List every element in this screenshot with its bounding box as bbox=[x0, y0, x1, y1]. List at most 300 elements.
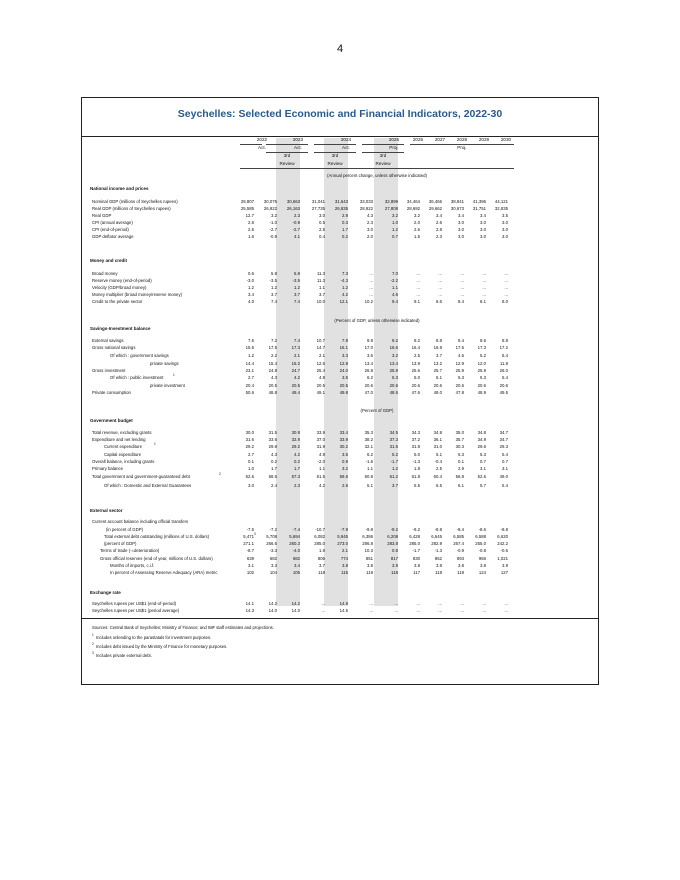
table-cell: 5.1 bbox=[367, 483, 373, 488]
table-cell: 20.4 bbox=[245, 383, 254, 388]
table-cell: 1.7 bbox=[342, 227, 348, 232]
table-cell: 33,033 bbox=[359, 199, 373, 204]
table-cell: 36,466 bbox=[428, 199, 442, 204]
table-cell: 34.7 bbox=[499, 430, 508, 435]
table-cell: 1.2 bbox=[248, 285, 254, 290]
row-label: Real GDP (millions of Seychelles rupees) bbox=[92, 206, 171, 211]
table-cell: 16.4 bbox=[411, 345, 420, 350]
table-cell: ... bbox=[438, 292, 442, 297]
table-cell: 17.2 bbox=[499, 345, 508, 350]
table-cell: 15.2 bbox=[291, 361, 300, 366]
table-cell: 118 bbox=[318, 570, 325, 575]
table-cell: 5.0 bbox=[414, 375, 420, 380]
table-cell: 31.6 bbox=[245, 437, 254, 442]
table-cell: 10.0 bbox=[316, 299, 325, 304]
header-status: Proj. bbox=[389, 145, 399, 150]
table-cell: 4.1 bbox=[294, 234, 300, 239]
table-cell: 14.2 bbox=[291, 601, 300, 606]
table-cell: 61.8 bbox=[411, 474, 420, 479]
table-cell: 38.2 bbox=[364, 437, 373, 442]
table-cell: 27,735 bbox=[311, 206, 325, 211]
table-cell: -1.3 bbox=[412, 459, 420, 464]
table-cell: 31.8 bbox=[411, 444, 420, 449]
row-label: Overall balance, including grants bbox=[92, 459, 155, 464]
table-cell: 3.1 bbox=[480, 466, 486, 471]
table-cell: 5.5 bbox=[414, 483, 420, 488]
table-cell: 29.2 bbox=[291, 444, 300, 449]
table-cell: -8.4 bbox=[456, 527, 464, 532]
table-cell: 2.0 bbox=[367, 234, 373, 239]
table-cell: 49.5 bbox=[499, 390, 508, 395]
table-cell: 2.1 bbox=[319, 353, 325, 358]
table-cell: 31,751 bbox=[472, 206, 486, 211]
table-cell: 3.4 bbox=[248, 292, 254, 297]
table-cell: 32,899 bbox=[384, 199, 398, 204]
table-cell: 3.7 bbox=[271, 292, 277, 297]
table-cell: 0.3 bbox=[342, 220, 348, 225]
row-label: Gross official reserves (end of year, millions of U.S. dollars) bbox=[100, 556, 213, 561]
table-cell: 30.3 bbox=[455, 444, 464, 449]
header-review-number: 3rd bbox=[331, 153, 339, 158]
table-cell: 2.0 bbox=[414, 220, 420, 225]
table-cell: 115 bbox=[341, 570, 348, 575]
table-cell: 29.8 bbox=[268, 444, 277, 449]
row-label: Money multiplier (broad money/reserve money) bbox=[92, 292, 183, 297]
table-cell: 29,662 bbox=[428, 206, 442, 211]
table-cell: 639 bbox=[246, 556, 254, 561]
table-cell: 6,620 bbox=[497, 534, 508, 539]
table-cell: 3.2 bbox=[392, 353, 398, 358]
footnote-sources: Sources: Central Bank of Seychelles; Ministry of Finance; and IMF staff estimates and projections. bbox=[92, 625, 274, 630]
table-cell: 17.3 bbox=[477, 345, 486, 350]
table-cell: 49.0 bbox=[499, 474, 508, 479]
table-cell: ... bbox=[321, 608, 325, 613]
superscript-marker: 1 bbox=[154, 442, 156, 446]
table-cell: ... bbox=[416, 285, 420, 290]
table-cell: 5,708 bbox=[266, 534, 277, 539]
table-cell: 5.3 bbox=[480, 452, 486, 457]
table-cell: 28,922 bbox=[359, 206, 373, 211]
table-cell: -3.3 bbox=[269, 548, 277, 553]
table-cell: 30.2 bbox=[339, 444, 348, 449]
table-cell: 3.0 bbox=[480, 227, 486, 232]
table-cell: ... bbox=[321, 601, 325, 606]
table-cell: ... bbox=[416, 292, 420, 297]
table-cell: -3.5 bbox=[292, 278, 300, 283]
table-cell: 16.1 bbox=[339, 345, 348, 350]
table-cell: 62.6 bbox=[245, 474, 254, 479]
table-cell: -1.7 bbox=[390, 459, 398, 464]
table-cell: 8.0 bbox=[502, 299, 508, 304]
table-cell: 35.7 bbox=[455, 437, 464, 442]
header-year: 2027 bbox=[434, 137, 446, 142]
table-cell: 851 bbox=[365, 556, 373, 561]
table-cell: 3.2 bbox=[271, 213, 277, 218]
table-cell: 8.1 bbox=[480, 299, 486, 304]
table-cell: 25.9 bbox=[389, 368, 398, 373]
table-cell: 9.8 bbox=[367, 338, 373, 343]
table-cell: 2.3 bbox=[367, 220, 373, 225]
row-label: Current expenditure bbox=[104, 444, 142, 449]
table-cell: 2.5 bbox=[414, 353, 420, 358]
table-cell: ... bbox=[504, 285, 508, 290]
row-label: Reserve money (end-of-period) bbox=[92, 278, 152, 283]
header-year: 2022 bbox=[256, 137, 268, 142]
table-cell: 31,643 bbox=[334, 199, 348, 204]
table-cell: 14.0 bbox=[291, 608, 300, 613]
table-cell: 119 bbox=[457, 570, 464, 575]
table-cell: 60.4 bbox=[433, 474, 442, 479]
table-cell: 14.5 bbox=[339, 608, 348, 613]
table-cell: -3.0 bbox=[246, 278, 254, 283]
table-cell: 817 bbox=[390, 556, 398, 561]
table-cell: 0.1 bbox=[458, 459, 464, 464]
table-cell: 3.0 bbox=[502, 220, 508, 225]
table-cell: 7.3 bbox=[342, 271, 348, 276]
row-label: Gross investment bbox=[92, 368, 126, 373]
header-status: Act. bbox=[258, 145, 266, 150]
table-cell: 273.0 bbox=[337, 541, 348, 546]
table-cell: 1.1 bbox=[392, 285, 398, 290]
table-cell: 14.4 bbox=[245, 361, 254, 366]
table-cell: 774 bbox=[340, 556, 348, 561]
superscript-marker: 1 bbox=[173, 373, 175, 377]
table-cell: 28,692 bbox=[406, 206, 420, 211]
table-cell: 5.4 bbox=[502, 452, 508, 457]
table-cell: 6,588 bbox=[475, 534, 486, 539]
row-label: Seychelles rupees per US$1 (period average) bbox=[92, 608, 180, 613]
table-cell: 25.6 bbox=[411, 368, 420, 373]
table-cell: 11.3 bbox=[316, 271, 325, 276]
table-cell: 3.8 bbox=[367, 563, 373, 568]
table-cell: 30,075 bbox=[263, 199, 277, 204]
table-cell: 6.2 bbox=[367, 375, 373, 380]
table-cell: 2.7 bbox=[248, 375, 254, 380]
table-cell: 52.6 bbox=[477, 474, 486, 479]
table-cell: 0.2 bbox=[342, 234, 348, 239]
table-cell: 35.3 bbox=[364, 430, 373, 435]
table-cell: 8.6 bbox=[480, 338, 486, 343]
table-cell: 2.6 bbox=[436, 220, 442, 225]
table-cell: 8.8 bbox=[502, 338, 508, 343]
table-cell: 0.8 bbox=[392, 548, 398, 553]
table-cell: 3.6 bbox=[367, 353, 373, 358]
table-cell: 7.4 bbox=[271, 299, 277, 304]
table-cell: -7.9 bbox=[340, 527, 348, 532]
table-cell: 31.5 bbox=[268, 430, 277, 435]
table-cell: 5.1 bbox=[436, 375, 442, 380]
table-cell: ... bbox=[416, 278, 420, 283]
table-cell: 9.1 bbox=[414, 299, 420, 304]
table-cell: 3.7 bbox=[392, 483, 398, 488]
table-cell: 3.9 bbox=[392, 563, 398, 568]
table-cell: 3.3 bbox=[271, 563, 277, 568]
table-cell: 34.3 bbox=[411, 430, 420, 435]
footnote-text: Includes onlending to the parastatals for investment purposes. bbox=[96, 635, 212, 640]
table-cell: 5.2 bbox=[480, 353, 486, 358]
table-cell: ... bbox=[438, 285, 442, 290]
table-cell: 20.6 bbox=[455, 383, 464, 388]
table-cell: 3.8 bbox=[436, 563, 442, 568]
table-cell: 3.5 bbox=[342, 375, 348, 380]
table-cell: 59.6 bbox=[339, 474, 348, 479]
table-cell: -7.5 bbox=[246, 527, 254, 532]
table-cell: 6,082 bbox=[314, 534, 325, 539]
table-cell: 2.8 bbox=[436, 227, 442, 232]
table-cell: 3.7 bbox=[294, 292, 300, 297]
table-cell: 102 bbox=[246, 570, 254, 575]
table-cell: ... bbox=[482, 278, 486, 283]
table-cell: 124 bbox=[478, 570, 486, 575]
table-cell: 34.8 bbox=[433, 430, 442, 435]
header-status: Act. bbox=[294, 145, 302, 150]
table-cell: 6,428 bbox=[409, 534, 420, 539]
table-cell: ... bbox=[460, 285, 464, 290]
table-cell: ... bbox=[460, 608, 464, 613]
table-cell: 26,835 bbox=[334, 206, 348, 211]
table-cell: 14.2 bbox=[268, 601, 277, 606]
row-label: Real GDP bbox=[92, 213, 112, 218]
table-cell: 31.6 bbox=[389, 444, 398, 449]
table-cell: 1.2 bbox=[271, 285, 277, 290]
table-cell: 26.0 bbox=[499, 368, 508, 373]
table-cell: ... bbox=[416, 608, 420, 613]
row-label: Credit to the private sector bbox=[92, 299, 143, 304]
table-cell: 117 bbox=[413, 570, 420, 575]
table-cell: 7.4 bbox=[294, 299, 300, 304]
table-cell: 38,841 bbox=[450, 199, 464, 204]
table-cell: 12.1 bbox=[339, 299, 348, 304]
table-cell: 3.8 bbox=[414, 563, 420, 568]
table-cell: ... bbox=[369, 608, 373, 613]
table-cell: 29.6 bbox=[477, 444, 486, 449]
table-cell: 24.8 bbox=[268, 368, 277, 373]
table-cell: 5.3 bbox=[458, 452, 464, 457]
table-cell: ... bbox=[416, 271, 420, 276]
table-cell: 6,386 bbox=[362, 534, 373, 539]
table-cell: 4.9 bbox=[319, 375, 325, 380]
table-cell: 3.0 bbox=[502, 234, 508, 239]
table-cell: 17.5 bbox=[268, 345, 277, 350]
table-cell: 4.3 bbox=[367, 213, 373, 218]
table-cell: 267.4 bbox=[453, 541, 464, 546]
table-cell: 49.1 bbox=[316, 390, 325, 395]
table-bottom-rule bbox=[82, 618, 598, 619]
table-cell: ... bbox=[482, 608, 486, 613]
table-cell: 50.6 bbox=[245, 390, 254, 395]
table-cell: 41,396 bbox=[472, 199, 486, 204]
table-cell: 1.2 bbox=[392, 466, 398, 471]
table-cell: 16.9 bbox=[433, 345, 442, 350]
header-year: 2023 bbox=[292, 137, 304, 142]
table-cell: 13.2 bbox=[433, 361, 442, 366]
table-cell: 29.3 bbox=[499, 444, 508, 449]
table-cell: 30.9 bbox=[291, 430, 300, 435]
table-cell: ... bbox=[460, 278, 464, 283]
table-cell: 49.8 bbox=[339, 390, 348, 395]
row-label: Private consumption bbox=[92, 390, 131, 395]
table-cell: 5.4 bbox=[502, 483, 508, 488]
table-cell: -7.2 bbox=[269, 527, 277, 532]
table-cell: 2.1 bbox=[342, 548, 348, 553]
table-cell: 20.5 bbox=[316, 383, 325, 388]
table-cell: 5.3 bbox=[480, 375, 486, 380]
section-heading: Savings-Investment balance bbox=[90, 326, 151, 331]
table-cell: 14.3 bbox=[245, 608, 254, 613]
table-cell: 3.0 bbox=[458, 227, 464, 232]
table-cell: 36.1 bbox=[433, 437, 442, 442]
table-cell: 3.9 bbox=[502, 563, 508, 568]
table-cell: 47.0 bbox=[364, 390, 373, 395]
row-label: Months of imports, c.i.f. bbox=[110, 563, 155, 568]
table-cell: 10.3 bbox=[364, 548, 373, 553]
table-cell: 4.3 bbox=[271, 452, 277, 457]
table-cell: 5.8 bbox=[294, 271, 300, 276]
superscript-marker: 2 bbox=[219, 472, 221, 476]
table-cell: 20.5 bbox=[339, 383, 348, 388]
table-cell: 33.6 bbox=[268, 437, 277, 442]
table-cell: 3.4 bbox=[458, 213, 464, 218]
table-cell: -0.8 bbox=[478, 548, 486, 553]
table-cell: 3.4 bbox=[480, 213, 486, 218]
table-cell: 2.3 bbox=[294, 213, 300, 218]
table-cell: 24.7 bbox=[291, 368, 300, 373]
header-year: 2029 bbox=[478, 137, 490, 142]
table-cell: ... bbox=[460, 601, 464, 606]
row-label: private savings bbox=[150, 361, 179, 366]
table-cell: 1.8 bbox=[414, 466, 420, 471]
table-cell: 14.8 bbox=[339, 601, 348, 606]
table-cell: 3.5 bbox=[342, 452, 348, 457]
row-label: Velocity (GDP/broad money) bbox=[92, 285, 147, 290]
table-cell: ... bbox=[369, 278, 373, 283]
table-cell: -0.6 bbox=[500, 548, 508, 553]
table-cell: 9.2 bbox=[414, 338, 420, 343]
header-review-number: 3rd bbox=[379, 153, 387, 158]
table-cell: ... bbox=[438, 601, 442, 606]
row-label: CPI (annual average) bbox=[92, 220, 133, 225]
table-cell: -0.9 bbox=[269, 234, 277, 239]
table-cell: ... bbox=[482, 292, 486, 297]
header-bottom-rule bbox=[240, 168, 514, 169]
table-cell: 1.7 bbox=[294, 466, 300, 471]
table-cell: 28,807 bbox=[240, 199, 254, 204]
table-cell: 4.6 bbox=[392, 292, 398, 297]
table-cell: ... bbox=[504, 608, 508, 613]
table-cell: 34.9 bbox=[477, 437, 486, 442]
table-cell: 682 bbox=[269, 556, 277, 561]
table-cell: ... bbox=[369, 601, 373, 606]
table-cell: 61.2 bbox=[389, 474, 398, 479]
table-cell: 2.3 bbox=[294, 483, 300, 488]
table-cell: 4.0 bbox=[248, 299, 254, 304]
table-cell: 12.7 bbox=[245, 213, 254, 218]
header-year: 2024 bbox=[340, 137, 352, 142]
row-label: In percent of Assessing Reserve Adequacy (ARA) metric bbox=[110, 570, 218, 575]
table-cell: 30,673 bbox=[450, 206, 464, 211]
table-cell: 20.5 bbox=[268, 383, 277, 388]
table-cell: 5.8 bbox=[271, 271, 277, 276]
table-cell: 1.1 bbox=[319, 466, 325, 471]
superscript-marker: 3 bbox=[254, 532, 256, 536]
table-cell: 0.6 bbox=[248, 271, 254, 276]
table-cell: 119 bbox=[366, 570, 373, 575]
table-cell: 15.5 bbox=[245, 345, 254, 350]
table-cell: 4.2 bbox=[319, 483, 325, 488]
table-cell: 5,471 bbox=[243, 534, 254, 539]
table-cell: 25.9 bbox=[455, 368, 464, 373]
table-cell: 44,121 bbox=[494, 199, 508, 204]
table-cell: 13.9 bbox=[411, 361, 420, 366]
table-cell: 1.6 bbox=[248, 234, 254, 239]
table-cell: 37.2 bbox=[411, 437, 420, 442]
header-underline bbox=[314, 144, 356, 145]
table-cell: 34.8 bbox=[477, 430, 486, 435]
table-cell: 20.6 bbox=[477, 383, 486, 388]
table-cell: 830 bbox=[412, 556, 420, 561]
table-cell: 0.2 bbox=[294, 459, 300, 464]
table-cell: -9.2 bbox=[390, 527, 398, 532]
table-cell: 49.4 bbox=[291, 390, 300, 395]
header-underline bbox=[314, 152, 356, 153]
table-cell: 5,694 bbox=[289, 534, 300, 539]
table-cell: -2.7 bbox=[292, 227, 300, 232]
table-cell: ... bbox=[504, 278, 508, 283]
table-cell: 1.9 bbox=[319, 548, 325, 553]
table-cell: 104 bbox=[269, 570, 277, 575]
table-cell: 3.2 bbox=[342, 466, 348, 471]
table-cell: 282.9 bbox=[431, 541, 442, 546]
table-cell: 48.6 bbox=[389, 390, 398, 395]
section-heading: External sector bbox=[90, 508, 123, 513]
row-label: private investment bbox=[150, 383, 185, 388]
table-cell: 14.7 bbox=[316, 345, 325, 350]
table-cell: ... bbox=[369, 271, 373, 276]
footnote-text: Includes debt issued by the Ministry of Finance for monetary purposes. bbox=[96, 644, 228, 649]
table-cell: 8.4 bbox=[458, 338, 464, 343]
table-cell: 33.9 bbox=[339, 437, 348, 442]
table-cell: 12.9 bbox=[455, 361, 464, 366]
table-cell: 4.6 bbox=[458, 353, 464, 358]
table-cell: 48.9 bbox=[477, 390, 486, 395]
table-cell: 20.6 bbox=[364, 383, 373, 388]
table-cell: 3.7 bbox=[319, 563, 325, 568]
table-cell: 2.5 bbox=[319, 227, 325, 232]
table-cell: 3.7 bbox=[436, 353, 442, 358]
unit-note: (Annual percent change, unless otherwise indicated) bbox=[327, 173, 427, 178]
table-cell: 20.6 bbox=[389, 383, 398, 388]
table-cell: ... bbox=[460, 271, 464, 276]
table-cell: 0.5 bbox=[319, 220, 325, 225]
row-label: Nominal GDP (millions of Seychelles rupees) bbox=[92, 199, 178, 204]
header-underline bbox=[240, 144, 262, 145]
table-cell: 14.0 bbox=[268, 608, 277, 613]
table-cell: 7.9 bbox=[342, 338, 348, 343]
table-cell: 16.6 bbox=[389, 345, 398, 350]
table-cell: 0.4 bbox=[319, 234, 325, 239]
table-cell: 33.9 bbox=[316, 430, 325, 435]
table-cell: 255.0 bbox=[475, 541, 486, 546]
row-label: Of which : public investment bbox=[110, 375, 164, 380]
table-cell: 1.2 bbox=[342, 285, 348, 290]
header-review-label: Review bbox=[375, 161, 391, 166]
table-cell: ... bbox=[504, 601, 508, 606]
row-label: (percent of GDP) bbox=[104, 541, 137, 546]
unit-note: (Percent of GDP, unless otherwise indicated) bbox=[334, 318, 420, 323]
table-cell: 2.2 bbox=[271, 353, 277, 358]
table-cell: 5.2 bbox=[392, 452, 398, 457]
table-cell: ... bbox=[438, 608, 442, 613]
